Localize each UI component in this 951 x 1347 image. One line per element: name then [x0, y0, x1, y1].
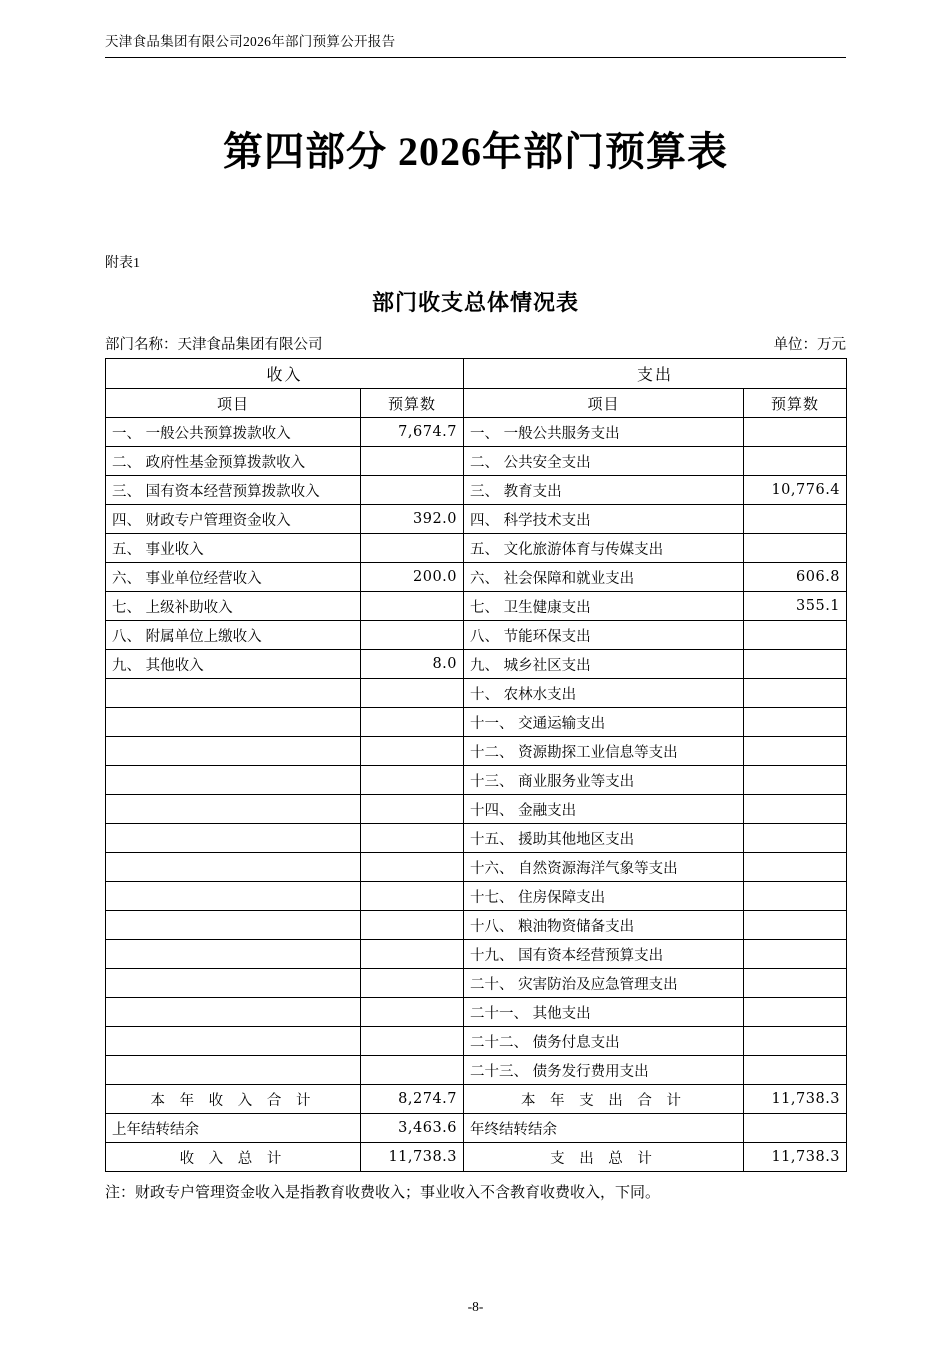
- expense-amount-cell: [744, 940, 847, 969]
- expense-item-cell: 七、 卫生健康支出: [464, 592, 744, 621]
- expense-item-cell: 十一、 交通运输支出: [464, 708, 744, 737]
- income-summary-label: 上年结转结余: [106, 1114, 361, 1143]
- expense-amount-cell: 606.8: [744, 563, 847, 592]
- table-row: [106, 766, 847, 795]
- expense-amount-cell: 355.1: [744, 592, 847, 621]
- expense-item-cell: 五、 文化旅游体育与传媒支出: [464, 534, 744, 563]
- income-amount-cell: 392.0: [361, 505, 464, 534]
- expense-item-cell: 十七、 住房保障支出: [464, 882, 744, 911]
- expense-item-cell: 一、 一般公共服务支出: [464, 418, 744, 447]
- expense-item-cell: 二十三、 债务发行费用支出: [464, 1056, 744, 1085]
- expense-amount-cell: [744, 621, 847, 650]
- income-item-cell: [106, 1027, 361, 1056]
- table-row: [106, 795, 847, 824]
- expense-item-cell: 三、 教育支出: [464, 476, 744, 505]
- expense-summary-label: 本 年 支 出 合 计: [464, 1085, 744, 1114]
- income-item-cell: [106, 940, 361, 969]
- expense-amount-cell: [744, 679, 847, 708]
- expense-amount-cell: [744, 447, 847, 476]
- income-amount-cell: [361, 853, 464, 882]
- expense-amount-cell: [744, 650, 847, 679]
- table-note: 注：财政专户管理资金收入是指教育收费收入；事业收入不含教育收费收入，下同。: [105, 1183, 661, 1201]
- column-header-income-item: 项目: [106, 389, 361, 418]
- table-row: [106, 650, 847, 679]
- income-amount-cell: 200.0: [361, 563, 464, 592]
- income-amount-cell: [361, 708, 464, 737]
- expense-amount-cell: [744, 737, 847, 766]
- expense-item-cell: 十八、 粮油物资储备支出: [464, 911, 744, 940]
- income-amount-cell: [361, 737, 464, 766]
- income-item-cell: [106, 911, 361, 940]
- expense-amount-cell: [744, 708, 847, 737]
- expense-amount-cell: [744, 766, 847, 795]
- expense-amount-cell: [744, 824, 847, 853]
- expense-item-cell: 二、 公共安全支出: [464, 447, 744, 476]
- table-row: [106, 1027, 847, 1056]
- expense-item-cell: 八、 节能环保支出: [464, 621, 744, 650]
- table-row: [106, 592, 847, 621]
- income-item-cell: 八、 附属单位上缴收入: [106, 621, 361, 650]
- table-title: 部门收支总体情况表: [371, 290, 579, 315]
- income-amount-cell: [361, 592, 464, 621]
- expense-amount-cell: [744, 534, 847, 563]
- expense-amount-cell: [744, 911, 847, 940]
- income-item-cell: [106, 998, 361, 1027]
- expense-amount-cell: [744, 998, 847, 1027]
- table-row: [106, 882, 847, 911]
- income-summary-amount: 3,463.6: [361, 1114, 464, 1143]
- income-item-cell: [106, 737, 361, 766]
- table-row: [106, 447, 847, 476]
- income-item-cell: [106, 795, 361, 824]
- income-item-cell: 二、 政府性基金预算拨款收入: [106, 447, 361, 476]
- unit-label: 单位：万元: [773, 337, 846, 353]
- expense-summary-amount: 11,738.3: [744, 1143, 847, 1172]
- table-row: [106, 998, 847, 1027]
- table-row: [106, 679, 847, 708]
- income-item-cell: 四、 财政专户管理资金收入: [106, 505, 361, 534]
- expense-amount-cell: [744, 1056, 847, 1085]
- header-divider: [105, 57, 846, 58]
- income-item-cell: 九、 其他收入: [106, 650, 361, 679]
- column-header-income-amount: 预算数: [361, 389, 464, 418]
- expense-amount-cell: [744, 795, 847, 824]
- table-summary-row: [106, 1114, 847, 1143]
- expense-item-cell: 二十、 灾害防治及应急管理支出: [464, 969, 744, 998]
- income-amount-cell: [361, 621, 464, 650]
- income-item-cell: [106, 708, 361, 737]
- expense-summary-amount: [744, 1114, 847, 1143]
- table-group-header-row: [106, 359, 847, 389]
- expense-item-cell: 二十二、 债务付息支出: [464, 1027, 744, 1056]
- income-item-cell: 七、 上级补助收入: [106, 592, 361, 621]
- page-title: 第四部分 2026年部门预算表: [223, 129, 728, 174]
- income-item-cell: 六、 事业单位经营收入: [106, 563, 361, 592]
- table-row: [106, 505, 847, 534]
- expense-item-cell: 十五、 援助其他地区支出: [464, 824, 744, 853]
- expense-summary-label: 年终结转结余: [464, 1114, 744, 1143]
- expense-amount-cell: [744, 969, 847, 998]
- table-summary-row: [106, 1085, 847, 1114]
- income-amount-cell: [361, 1056, 464, 1085]
- table-row: [106, 911, 847, 940]
- group-header-income: 收入: [106, 359, 464, 389]
- expense-amount-cell: [744, 505, 847, 534]
- expense-amount-cell: [744, 882, 847, 911]
- income-amount-cell: [361, 940, 464, 969]
- table-column-header-row: [106, 389, 847, 418]
- income-amount-cell: [361, 476, 464, 505]
- income-item-cell: [106, 853, 361, 882]
- income-amount-cell: [361, 766, 464, 795]
- expense-item-cell: 六、 社会保障和就业支出: [464, 563, 744, 592]
- expense-summary-label: 支 出 总 计: [464, 1143, 744, 1172]
- table-row: [106, 708, 847, 737]
- income-item-cell: [106, 766, 361, 795]
- income-amount-cell: 8.0: [361, 650, 464, 679]
- table-row: [106, 737, 847, 766]
- income-amount-cell: [361, 795, 464, 824]
- income-amount-cell: [361, 534, 464, 563]
- table-row: [106, 534, 847, 563]
- income-item-cell: 一、 一般公共预算拨款收入: [106, 418, 361, 447]
- income-summary-label: 本 年 收 入 合 计: [106, 1085, 361, 1114]
- income-amount-cell: [361, 679, 464, 708]
- income-item-cell: 三、 国有资本经营预算拨款收入: [106, 476, 361, 505]
- income-amount-cell: [361, 911, 464, 940]
- income-item-cell: 五、 事业收入: [106, 534, 361, 563]
- table-row: [106, 563, 847, 592]
- income-amount-cell: [361, 969, 464, 998]
- income-item-cell: [106, 882, 361, 911]
- budget-table: [105, 358, 847, 1172]
- expense-item-cell: 十六、 自然资源海洋气象等支出: [464, 853, 744, 882]
- table-row: [106, 940, 847, 969]
- expense-item-cell: 十九、 国有资本经营预算支出: [464, 940, 744, 969]
- income-amount-cell: 7,674.7: [361, 418, 464, 447]
- income-amount-cell: [361, 447, 464, 476]
- table-row: [106, 476, 847, 505]
- expense-amount-cell: [744, 1027, 847, 1056]
- column-header-expense-amount: 预算数: [744, 389, 847, 418]
- annex-label: 附表1: [105, 256, 140, 271]
- income-summary-amount: 11,738.3: [361, 1143, 464, 1172]
- table-row: [106, 853, 847, 882]
- table-row: [106, 824, 847, 853]
- table-row: [106, 418, 847, 447]
- table-row: [106, 1056, 847, 1085]
- table-summary-row: [106, 1143, 847, 1172]
- table-meta: [105, 333, 846, 354]
- income-amount-cell: [361, 824, 464, 853]
- income-amount-cell: [361, 1027, 464, 1056]
- income-amount-cell: [361, 882, 464, 911]
- expense-item-cell: 十、 农林水支出: [464, 679, 744, 708]
- expense-item-cell: 十二、 资源勘探工业信息等支出: [464, 737, 744, 766]
- expense-amount-cell: 10,776.4: [744, 476, 847, 505]
- column-header-expense-item: 项目: [464, 389, 744, 418]
- expense-item-cell: 二十一、 其他支出: [464, 998, 744, 1027]
- expense-amount-cell: [744, 853, 847, 882]
- income-amount-cell: [361, 998, 464, 1027]
- expense-item-cell: 十三、 商业服务业等支出: [464, 766, 744, 795]
- department-name: 部门名称：天津食品集团有限公司: [105, 337, 323, 353]
- table-row: [106, 969, 847, 998]
- running-header: 天津食品集团有限公司2026年部门预算公开报告: [105, 34, 396, 49]
- income-item-cell: [106, 969, 361, 998]
- expense-item-cell: 十四、 金融支出: [464, 795, 744, 824]
- income-item-cell: [106, 824, 361, 853]
- income-item-cell: [106, 1056, 361, 1085]
- expense-item-cell: 四、 科学技术支出: [464, 505, 744, 534]
- expense-item-cell: 九、 城乡社区支出: [464, 650, 744, 679]
- page-number: -8-: [467, 1299, 484, 1314]
- income-summary-label: 收 入 总 计: [106, 1143, 361, 1172]
- income-item-cell: [106, 679, 361, 708]
- expense-amount-cell: [744, 418, 847, 447]
- group-header-expense: 支出: [464, 359, 847, 389]
- income-summary-amount: 8,274.7: [361, 1085, 464, 1114]
- expense-summary-amount: 11,738.3: [744, 1085, 847, 1114]
- table-row: [106, 621, 847, 650]
